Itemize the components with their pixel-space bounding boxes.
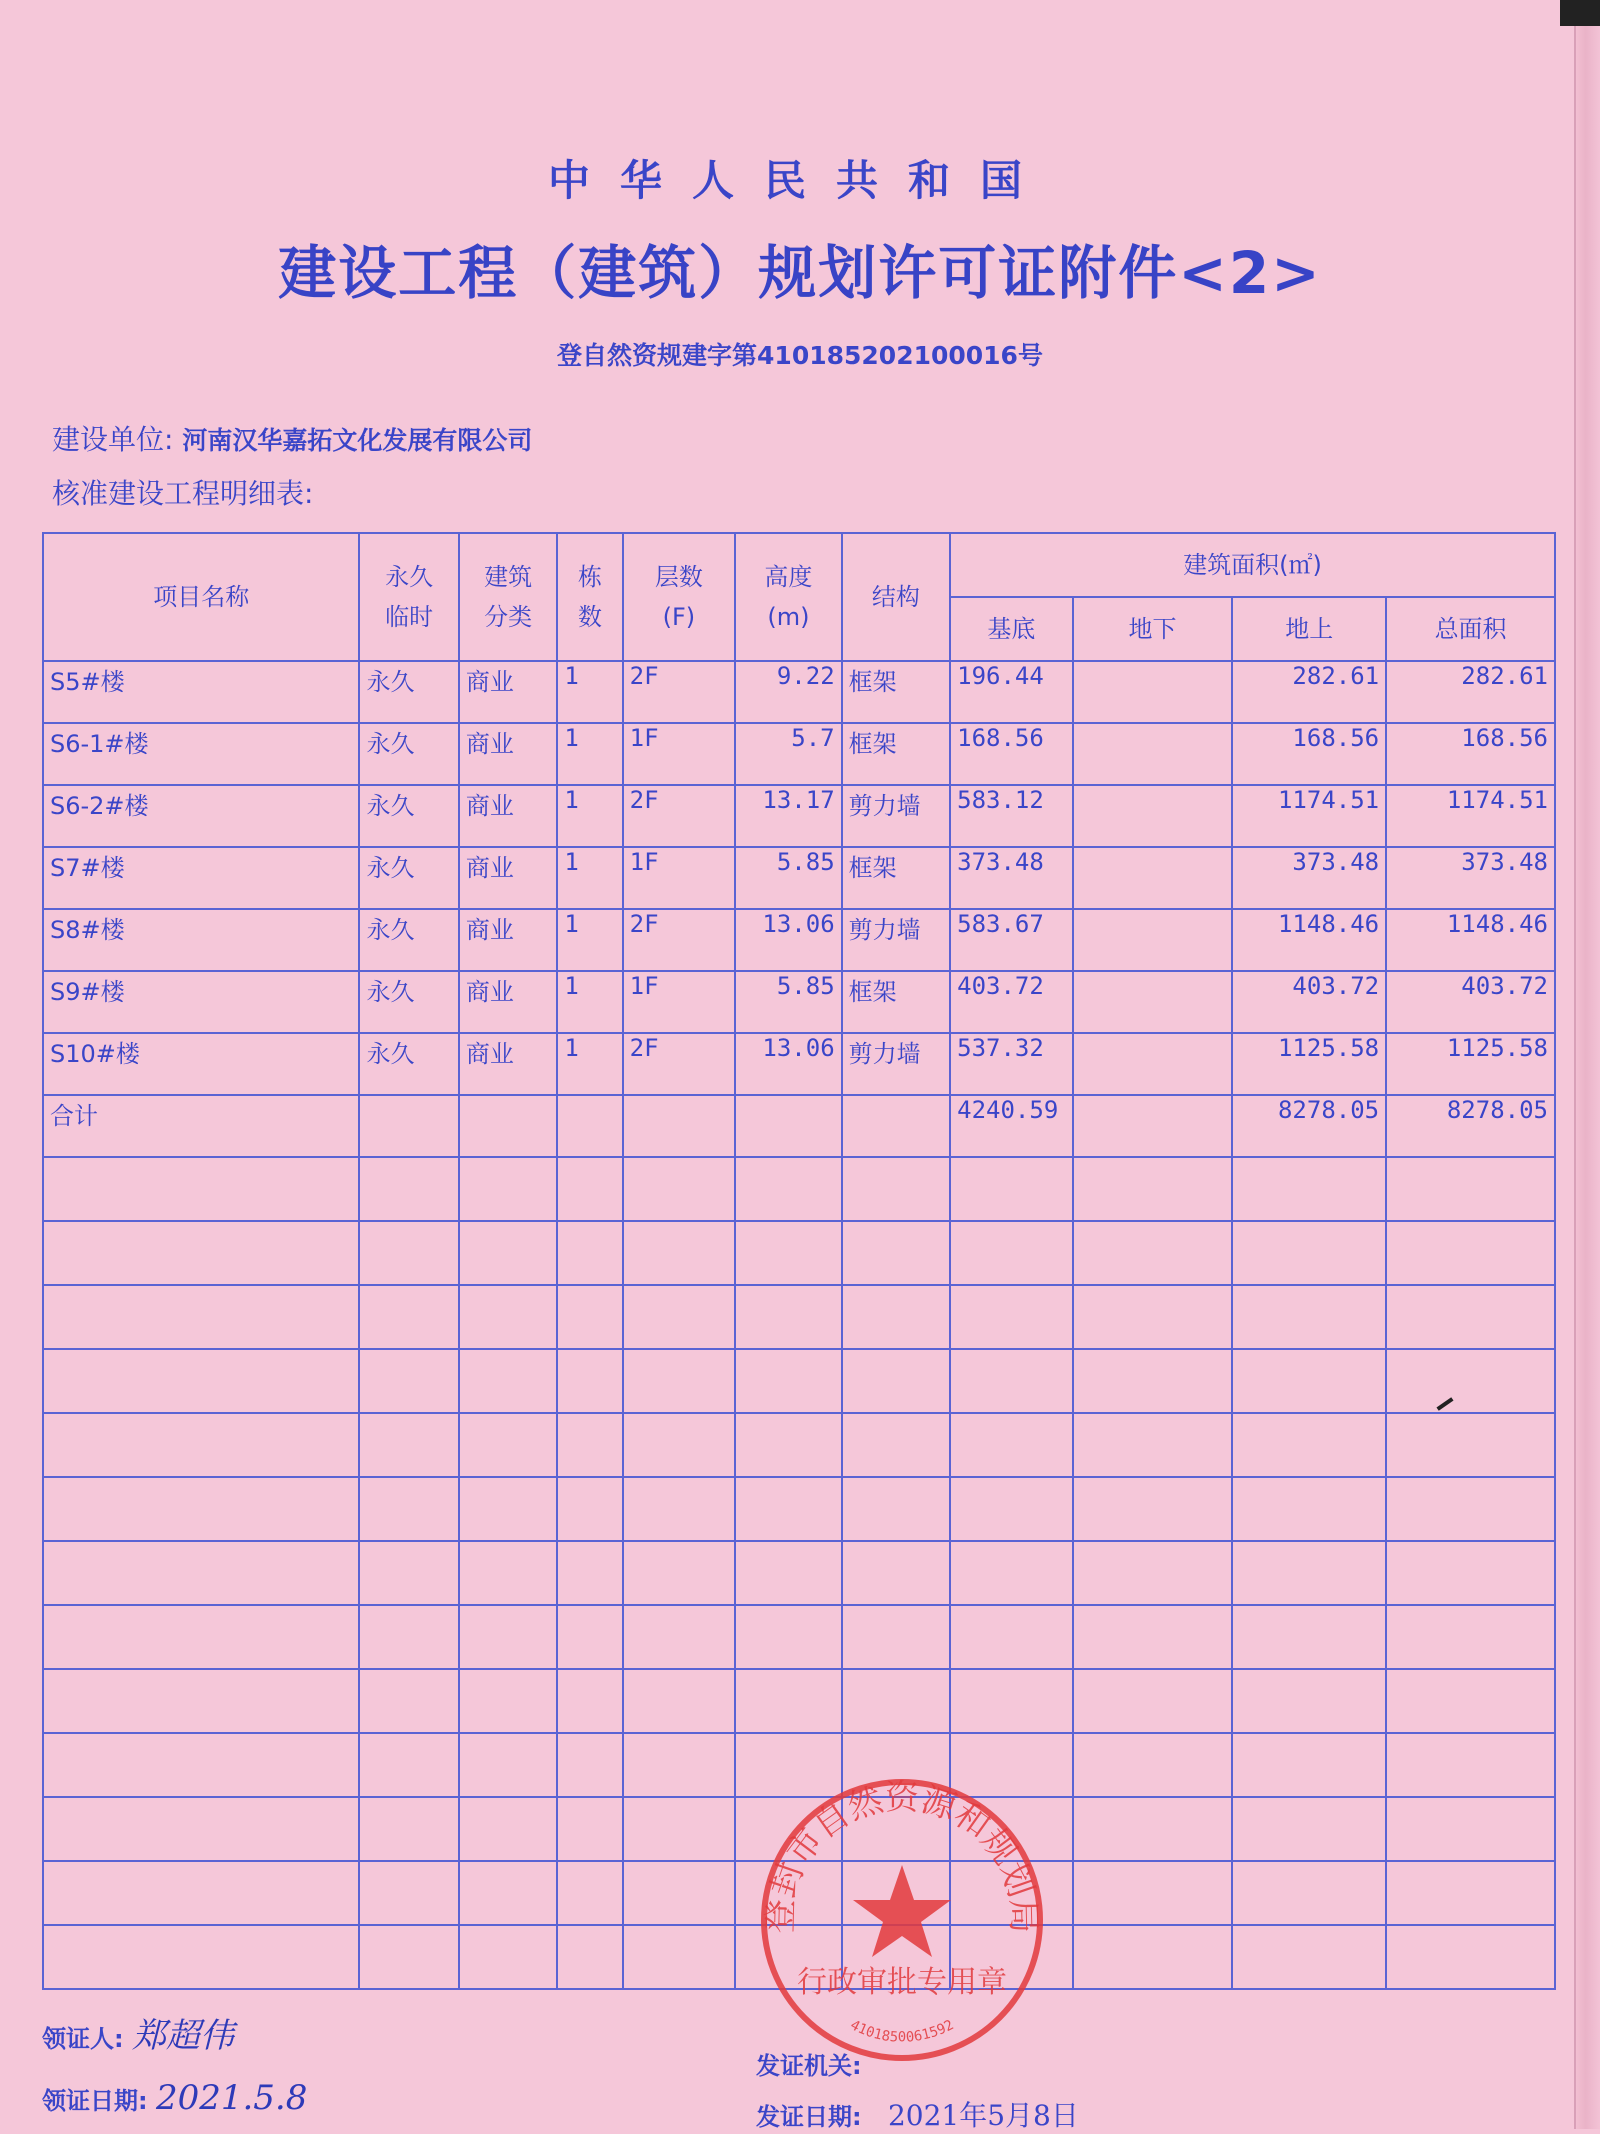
table-caption: 核准建设工程明细表:: [52, 477, 314, 510]
empty-row: [43, 1605, 1555, 1669]
table-row: [43, 785, 1555, 847]
empty-cell: [623, 1861, 736, 1925]
empty-cell: [842, 1669, 950, 1733]
empty-cell: [735, 1413, 841, 1477]
cell-base: 583.67: [950, 909, 1073, 971]
empty-row: [43, 1541, 1555, 1605]
col-header-area-under: 地下: [1073, 597, 1233, 661]
empty-cell: [557, 1669, 622, 1733]
issuer-label: 发证机关:: [756, 2052, 862, 2080]
empty-cell: [735, 1349, 841, 1413]
empty-cell: [557, 1925, 622, 1989]
empty-cell: [623, 1221, 736, 1285]
empty-cell: [459, 1221, 557, 1285]
empty-cell: [359, 1413, 458, 1477]
receive-date: [42, 2078, 307, 2118]
empty-cell: [735, 1221, 841, 1285]
empty-cell: [1386, 1669, 1555, 1733]
empty-cell: [735, 1541, 841, 1605]
cell-total: 1148.46: [1386, 909, 1555, 971]
official-seal: [752, 1770, 1052, 2070]
empty-cell: [1073, 1925, 1233, 1989]
empty-cell: [359, 1669, 458, 1733]
empty-cell: [842, 1541, 950, 1605]
empty-cell: [557, 1221, 622, 1285]
cell-above: 1174.51: [1232, 785, 1386, 847]
empty-cell: [557, 1861, 622, 1925]
cell-cat: 商业: [459, 971, 557, 1033]
cell-floors: 2F: [623, 1033, 736, 1095]
cell-height: 13.06: [735, 909, 841, 971]
cell-name: S6-2#楼: [43, 785, 359, 847]
cell-base: 373.48: [950, 847, 1073, 909]
empty-cell: [735, 1669, 841, 1733]
total-cell-total: 8278.05: [1386, 1095, 1555, 1157]
cell-cat: 商业: [459, 1033, 557, 1095]
empty-cell: [623, 1605, 736, 1669]
empty-cell: [842, 1413, 950, 1477]
empty-cell: [1386, 1605, 1555, 1669]
empty-cell: [735, 1605, 841, 1669]
cell-cat: 商业: [459, 723, 557, 785]
empty-cell: [1073, 1605, 1233, 1669]
empty-cell: [43, 1221, 359, 1285]
empty-row: [43, 1349, 1555, 1413]
table-row: [43, 661, 1555, 723]
cell-total: 1174.51: [1386, 785, 1555, 847]
cell-above: 1125.58: [1232, 1033, 1386, 1095]
cell-height: 5.85: [735, 971, 841, 1033]
empty-cell: [842, 1221, 950, 1285]
empty-cell: [459, 1925, 557, 1989]
empty-cell: [1073, 1733, 1233, 1797]
cell-perm: 永久: [359, 971, 458, 1033]
empty-cell: [623, 1733, 736, 1797]
cell-perm: 永久: [359, 847, 458, 909]
cell-name: S8#楼: [43, 909, 359, 971]
recipient: [42, 2008, 234, 2057]
cell-base: 168.56: [950, 723, 1073, 785]
empty-cell: [950, 1669, 1073, 1733]
empty-cell: [842, 1285, 950, 1349]
empty-cell: [1073, 1413, 1233, 1477]
cell-floors: 1F: [623, 723, 736, 785]
cell-perm: 永久: [359, 785, 458, 847]
empty-cell: [43, 1157, 359, 1221]
cell-name: S10#楼: [43, 1033, 359, 1095]
empty-cell: [842, 1605, 950, 1669]
receive-date-value: 2021.5.8: [155, 2078, 308, 2118]
cell-base: 403.72: [950, 971, 1073, 1033]
cell-count: 1: [557, 723, 622, 785]
empty-cell: [623, 1669, 736, 1733]
empty-cell: [1073, 1541, 1233, 1605]
col-header-structure: 结构: [842, 533, 950, 661]
empty-cell: [1073, 1861, 1233, 1925]
empty-cell: [1386, 1477, 1555, 1541]
empty-cell: [43, 1797, 359, 1861]
cell-name: S7#楼: [43, 847, 359, 909]
total-cell-cat: [459, 1095, 557, 1157]
empty-cell: [359, 1221, 458, 1285]
cell-under: [1073, 847, 1233, 909]
empty-cell: [623, 1925, 736, 1989]
table-row: [43, 847, 1555, 909]
cell-count: 1: [557, 909, 622, 971]
empty-cell: [43, 1605, 359, 1669]
cell-above: 282.61: [1232, 661, 1386, 723]
empty-cell: [1073, 1669, 1233, 1733]
cell-cat: 商业: [459, 661, 557, 723]
empty-cell: [1232, 1861, 1386, 1925]
cell-name: S5#楼: [43, 661, 359, 723]
empty-cell: [1386, 1541, 1555, 1605]
recipient-signature: 郑超伟: [131, 2016, 234, 2056]
cell-cat: 商业: [459, 909, 557, 971]
cell-total: 168.56: [1386, 723, 1555, 785]
seal-star-icon: [853, 1865, 951, 1957]
empty-cell: [1232, 1413, 1386, 1477]
total-cell-above: 8278.05: [1232, 1095, 1386, 1157]
empty-cell: [623, 1285, 736, 1349]
cell-struct: 框架: [842, 661, 950, 723]
empty-cell: [1232, 1669, 1386, 1733]
empty-cell: [459, 1157, 557, 1221]
empty-cell: [557, 1797, 622, 1861]
empty-cell: [1386, 1221, 1555, 1285]
cell-height: 13.06: [735, 1033, 841, 1095]
cell-count: 1: [557, 661, 622, 723]
empty-cell: [1232, 1605, 1386, 1669]
table-row: [43, 909, 1555, 971]
empty-row: [43, 1157, 1555, 1221]
col-header-area-group: 建筑面积(㎡): [950, 533, 1555, 597]
issue-date-label: 发证日期:: [756, 2103, 862, 2131]
cell-floors: 2F: [623, 909, 736, 971]
col-header-name: 项目名称: [43, 533, 359, 661]
empty-cell: [43, 1925, 359, 1989]
empty-cell: [1386, 1157, 1555, 1221]
empty-cell: [459, 1413, 557, 1477]
empty-cell: [842, 1477, 950, 1541]
empty-cell: [43, 1285, 359, 1349]
cell-perm: 永久: [359, 1033, 458, 1095]
total-cell-under: [1073, 1095, 1233, 1157]
empty-cell: [459, 1349, 557, 1413]
issue-date-value: 2021年5月8日: [887, 2099, 1079, 2132]
page-edge: [1574, 0, 1600, 2129]
empty-cell: [359, 1605, 458, 1669]
empty-cell: [43, 1413, 359, 1477]
recipient-label: 领证人:: [42, 2025, 124, 2053]
cell-under: [1073, 661, 1233, 723]
empty-cell: [43, 1733, 359, 1797]
empty-cell: [459, 1541, 557, 1605]
empty-cell: [43, 1861, 359, 1925]
empty-cell: [359, 1733, 458, 1797]
empty-cell: [1073, 1157, 1233, 1221]
col-header-area-total: 总面积: [1386, 597, 1555, 661]
cell-total: 373.48: [1386, 847, 1555, 909]
empty-cell: [43, 1349, 359, 1413]
empty-cell: [43, 1541, 359, 1605]
cell-struct: 剪力墙: [842, 1033, 950, 1095]
empty-cell: [1386, 1797, 1555, 1861]
country-heading: 中华人民共和国: [547, 156, 1052, 205]
empty-cell: [950, 1157, 1073, 1221]
empty-cell: [359, 1157, 458, 1221]
cell-floors: 1F: [623, 847, 736, 909]
seal-upper-text: 登封市自然资源和规划局: [760, 1778, 1044, 1934]
total-row: [43, 1095, 1555, 1157]
col-header-count: 栋 数: [557, 533, 622, 661]
cell-name: S6-1#楼: [43, 723, 359, 785]
empty-cell: [1386, 1413, 1555, 1477]
empty-cell: [43, 1669, 359, 1733]
empty-cell: [950, 1285, 1073, 1349]
col-header-permanence: 永久 临时: [359, 533, 458, 661]
empty-cell: [359, 1477, 458, 1541]
empty-cell: [1232, 1477, 1386, 1541]
total-cell-floors: [623, 1095, 736, 1157]
total-cell-count: [557, 1095, 622, 1157]
total-cell-struct: [842, 1095, 950, 1157]
empty-cell: [459, 1605, 557, 1669]
cell-height: 5.7: [735, 723, 841, 785]
empty-cell: [1073, 1797, 1233, 1861]
cell-count: 1: [557, 1033, 622, 1095]
empty-cell: [459, 1477, 557, 1541]
empty-cell: [557, 1733, 622, 1797]
col-header-area-base: 基底: [950, 597, 1073, 661]
cell-under: [1073, 909, 1233, 971]
cell-base: 537.32: [950, 1033, 1073, 1095]
empty-cell: [557, 1413, 622, 1477]
empty-cell: [842, 1349, 950, 1413]
table-row: [43, 723, 1555, 785]
cell-under: [1073, 785, 1233, 847]
cell-cat: 商业: [459, 847, 557, 909]
empty-cell: [623, 1477, 736, 1541]
cell-base: 196.44: [950, 661, 1073, 723]
empty-row: [43, 1669, 1555, 1733]
empty-row: [43, 1477, 1555, 1541]
empty-cell: [359, 1797, 458, 1861]
cell-height: 9.22: [735, 661, 841, 723]
empty-cell: [1232, 1221, 1386, 1285]
issue-date: [756, 2094, 1079, 2134]
col-header-category: 建筑 分类: [459, 533, 557, 661]
empty-cell: [557, 1605, 622, 1669]
cell-base: 583.12: [950, 785, 1073, 847]
table-row: [43, 1033, 1555, 1095]
cell-perm: 永久: [359, 723, 458, 785]
empty-cell: [1232, 1733, 1386, 1797]
empty-cell: [950, 1349, 1073, 1413]
empty-cell: [1232, 1541, 1386, 1605]
col-header-height: 高度 (m): [735, 533, 841, 661]
cell-count: 1: [557, 971, 622, 1033]
empty-cell: [557, 1285, 622, 1349]
cell-under: [1073, 723, 1233, 785]
cell-count: 1: [557, 785, 622, 847]
empty-cell: [43, 1477, 359, 1541]
empty-cell: [1386, 1925, 1555, 1989]
cell-total: 403.72: [1386, 971, 1555, 1033]
empty-cell: [359, 1925, 458, 1989]
empty-cell: [735, 1157, 841, 1221]
cell-under: [1073, 971, 1233, 1033]
cell-struct: 框架: [842, 723, 950, 785]
cell-struct: 剪力墙: [842, 785, 950, 847]
empty-cell: [950, 1413, 1073, 1477]
empty-cell: [557, 1157, 622, 1221]
cell-above: 168.56: [1232, 723, 1386, 785]
permit-number: 登自然资规建字第410185202100016号: [557, 341, 1043, 370]
cell-above: 373.48: [1232, 847, 1386, 909]
seal-code: 4101850061592: [847, 2017, 957, 2046]
cell-struct: 剪力墙: [842, 909, 950, 971]
col-header-area-above: 地上: [1232, 597, 1386, 661]
empty-cell: [1073, 1477, 1233, 1541]
cell-struct: 框架: [842, 847, 950, 909]
empty-cell: [950, 1541, 1073, 1605]
empty-cell: [459, 1733, 557, 1797]
table-row: [43, 971, 1555, 1033]
cell-floors: 2F: [623, 661, 736, 723]
col-header-floors: 层数 (F): [623, 533, 736, 661]
page-corner: [1560, 0, 1600, 26]
empty-cell: [557, 1541, 622, 1605]
cell-floors: 2F: [623, 785, 736, 847]
total-cell-perm: [359, 1095, 458, 1157]
empty-cell: [557, 1349, 622, 1413]
empty-cell: [359, 1541, 458, 1605]
construction-unit-value: 河南汉华嘉拓文化发展有限公司: [182, 426, 533, 455]
cell-struct: 框架: [842, 971, 950, 1033]
empty-cell: [1073, 1285, 1233, 1349]
document-title: 建设工程（建筑）规划许可证附件<2>: [278, 239, 1322, 307]
seal-band-text: 行政审批专用章: [797, 1965, 1007, 2000]
empty-cell: [623, 1413, 736, 1477]
total-cell-height: [735, 1095, 841, 1157]
empty-row: [43, 1221, 1555, 1285]
empty-cell: [623, 1349, 736, 1413]
empty-cell: [459, 1285, 557, 1349]
empty-cell: [623, 1797, 736, 1861]
empty-cell: [1232, 1349, 1386, 1413]
cell-under: [1073, 1033, 1233, 1095]
empty-cell: [359, 1861, 458, 1925]
empty-cell: [459, 1797, 557, 1861]
empty-cell: [842, 1157, 950, 1221]
receive-date-label: 领证日期:: [42, 2087, 148, 2115]
cell-above: 1148.46: [1232, 909, 1386, 971]
empty-cell: [557, 1477, 622, 1541]
empty-cell: [623, 1157, 736, 1221]
cell-total: 282.61: [1386, 661, 1555, 723]
empty-cell: [1386, 1733, 1555, 1797]
cell-above: 403.72: [1232, 971, 1386, 1033]
total-cell-base: 4240.59: [950, 1095, 1073, 1157]
construction-unit-label: 建设单位:: [52, 423, 174, 456]
total-cell-name: 合计: [43, 1095, 359, 1157]
empty-cell: [359, 1285, 458, 1349]
cell-name: S9#楼: [43, 971, 359, 1033]
empty-cell: [735, 1285, 841, 1349]
empty-cell: [950, 1605, 1073, 1669]
construction-unit: [52, 418, 532, 458]
cell-total: 1125.58: [1386, 1033, 1555, 1095]
cell-floors: 1F: [623, 971, 736, 1033]
empty-cell: [1232, 1285, 1386, 1349]
empty-cell: [950, 1221, 1073, 1285]
svg-text:4101850061592: [848, 2017, 957, 2046]
empty-cell: [1386, 1285, 1555, 1349]
cell-count: 1: [557, 847, 622, 909]
cell-cat: 商业: [459, 785, 557, 847]
empty-cell: [1073, 1221, 1233, 1285]
cell-perm: 永久: [359, 661, 458, 723]
empty-cell: [1232, 1797, 1386, 1861]
empty-cell: [1232, 1925, 1386, 1989]
empty-cell: [459, 1669, 557, 1733]
empty-row: [43, 1413, 1555, 1477]
empty-cell: [735, 1477, 841, 1541]
empty-cell: [1386, 1349, 1555, 1413]
empty-cell: [1386, 1861, 1555, 1925]
cell-height: 13.17: [735, 785, 841, 847]
empty-row: [43, 1285, 1555, 1349]
empty-cell: [1232, 1157, 1386, 1221]
cell-perm: 永久: [359, 909, 458, 971]
empty-cell: [459, 1861, 557, 1925]
empty-cell: [359, 1349, 458, 1413]
empty-cell: [950, 1477, 1073, 1541]
empty-cell: [623, 1541, 736, 1605]
empty-cell: [1073, 1349, 1233, 1413]
cell-height: 5.85: [735, 847, 841, 909]
